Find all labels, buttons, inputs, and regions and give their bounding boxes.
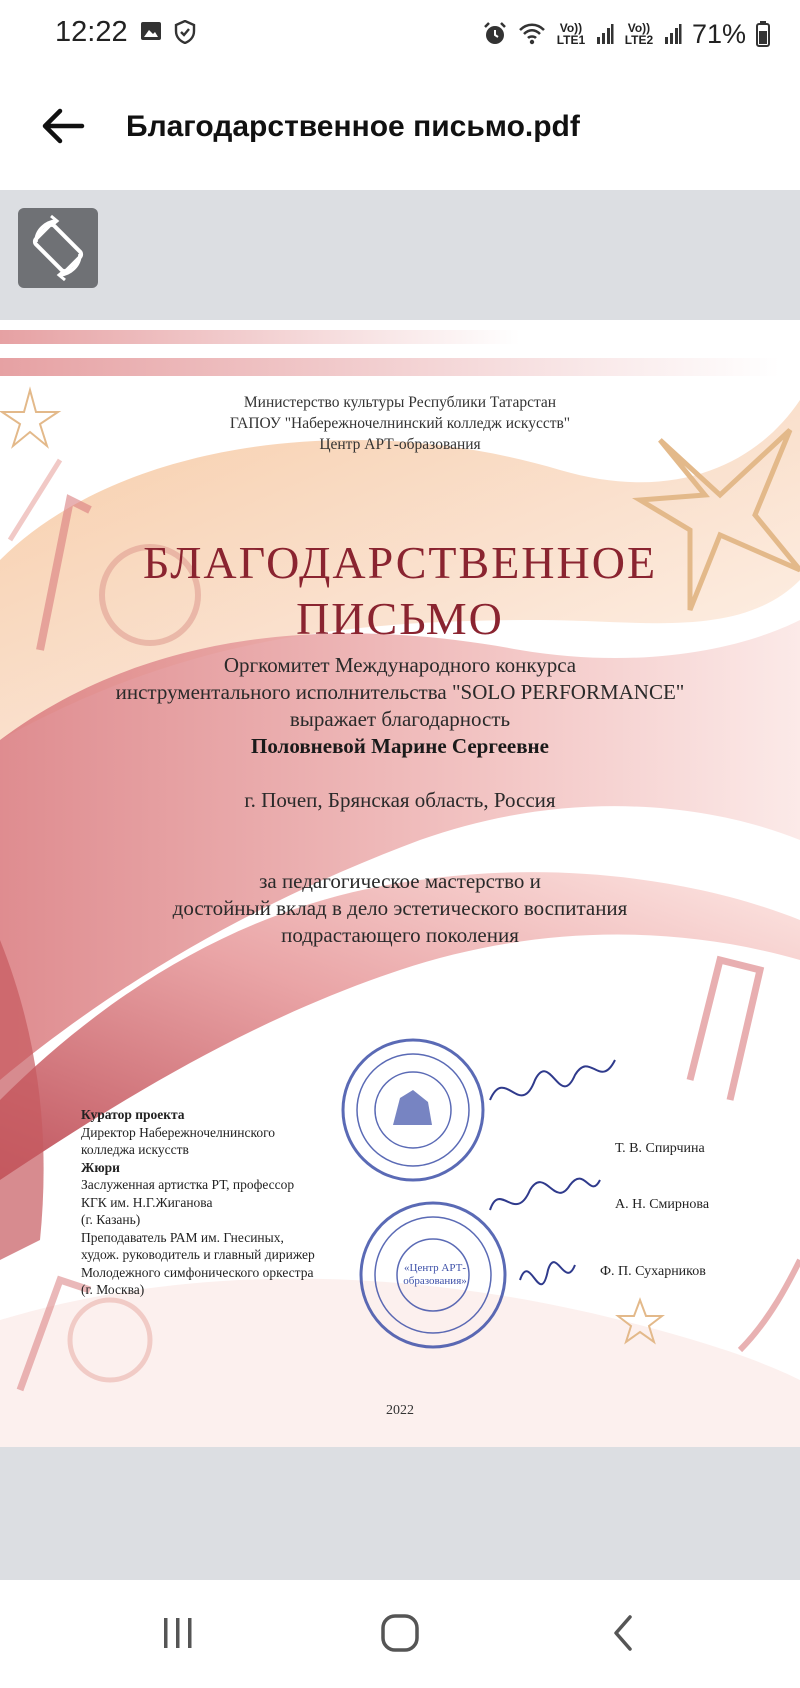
signatory-name: Ф. П. Сухарников (600, 1264, 706, 1279)
gallery-icon (140, 20, 162, 42)
recent-apps-button[interactable] (148, 1612, 208, 1656)
jury-heading: Жюри (81, 1159, 120, 1175)
organization-block (0, 392, 800, 455)
reason-line: достойный вклад в дело эстетического воспитания (172, 896, 628, 920)
status-bar (0, 0, 800, 70)
sim2-label: Vo)) LTE2 (624, 21, 654, 47)
intro-line: Оргкомитет Международного конкурса (223, 653, 577, 677)
alarm-icon (482, 21, 508, 47)
arrow-left-icon (36, 98, 92, 154)
jury-line: (г. Казань) (81, 1212, 141, 1227)
location: г. Почеп, Брянская область, Россия (244, 788, 556, 812)
battery-icon (756, 21, 770, 47)
status-time: 12:22 (55, 16, 128, 48)
jury-line: Заслуженная артистка РТ, профессор (81, 1177, 295, 1192)
org-line: Министерство культуры Республики Татарстан (243, 394, 557, 411)
certificate-title (0, 535, 800, 647)
app-header (0, 70, 800, 190)
shield-icon (174, 20, 196, 44)
intro-line: выражает благодарность (289, 707, 511, 731)
certificate-page (0, 320, 800, 1447)
navigation-bar (0, 1580, 800, 1688)
curator-line: колледжа искусств (81, 1142, 189, 1157)
jury-line: Преподаватель РАМ им. Гнесиных, (81, 1229, 284, 1245)
home-button[interactable] (370, 1612, 430, 1656)
nav-back-icon (594, 1612, 654, 1656)
back-button[interactable] (36, 98, 92, 154)
signatories-block (81, 1106, 381, 1299)
signal-icon (596, 23, 614, 45)
status-right-group (482, 14, 770, 54)
battery-percent: 71% (691, 18, 746, 49)
signal-icon (664, 23, 682, 45)
certificate-year: 2022 (386, 1403, 414, 1418)
curator-heading: Куратор проекта (81, 1107, 185, 1122)
org-line: ГАПОУ "Набережночелнинский колледж искусств" (229, 415, 571, 432)
pdf-viewer[interactable] (0, 190, 800, 1580)
recipient-name: Половневой Марине Сергеевне (251, 734, 549, 758)
curator-line: Директор Набережночелнинского (81, 1124, 276, 1140)
title-line: ПИСЬМО (296, 593, 504, 644)
wifi-icon (518, 22, 546, 46)
nav-back-button[interactable] (594, 1612, 654, 1656)
signatory-name: А. Н. Смирнова (615, 1197, 710, 1212)
location-line (0, 787, 800, 814)
stamp-text: «Центр АРТ-образования» (403, 1262, 467, 1287)
home-icon (370, 1612, 430, 1656)
file-title: Благодарственное письмо.pdf (126, 110, 580, 143)
reason-line: подрастающего поколения (281, 923, 519, 947)
jury-line: (г. Москва) (81, 1282, 145, 1297)
intro-block (0, 652, 800, 760)
signatory-name: Т. В. Спирчина (615, 1141, 705, 1156)
rotate-screen-button[interactable] (18, 208, 98, 288)
org-line: Центр АРТ-образования (319, 436, 481, 453)
intro-line: инструментального исполнительства "SOLO PERFORMANCE" (115, 680, 685, 704)
jury-line: КГК им. Н.Г.Жиганова (81, 1194, 213, 1210)
jury-line: Молодежного симфонического оркестра (81, 1264, 314, 1280)
title-line: БЛАГОДАРСТВЕННОЕ (142, 537, 658, 588)
reason-block (0, 868, 800, 949)
recent-apps-icon (148, 1612, 208, 1656)
screen-rotate-icon (18, 208, 98, 288)
reason-line: за педагогическое мастерство и (259, 869, 541, 893)
sim1-label: Vo)) LTE1 (556, 21, 586, 47)
jury-line: худож. руководитель и главный дирижер (81, 1247, 315, 1262)
